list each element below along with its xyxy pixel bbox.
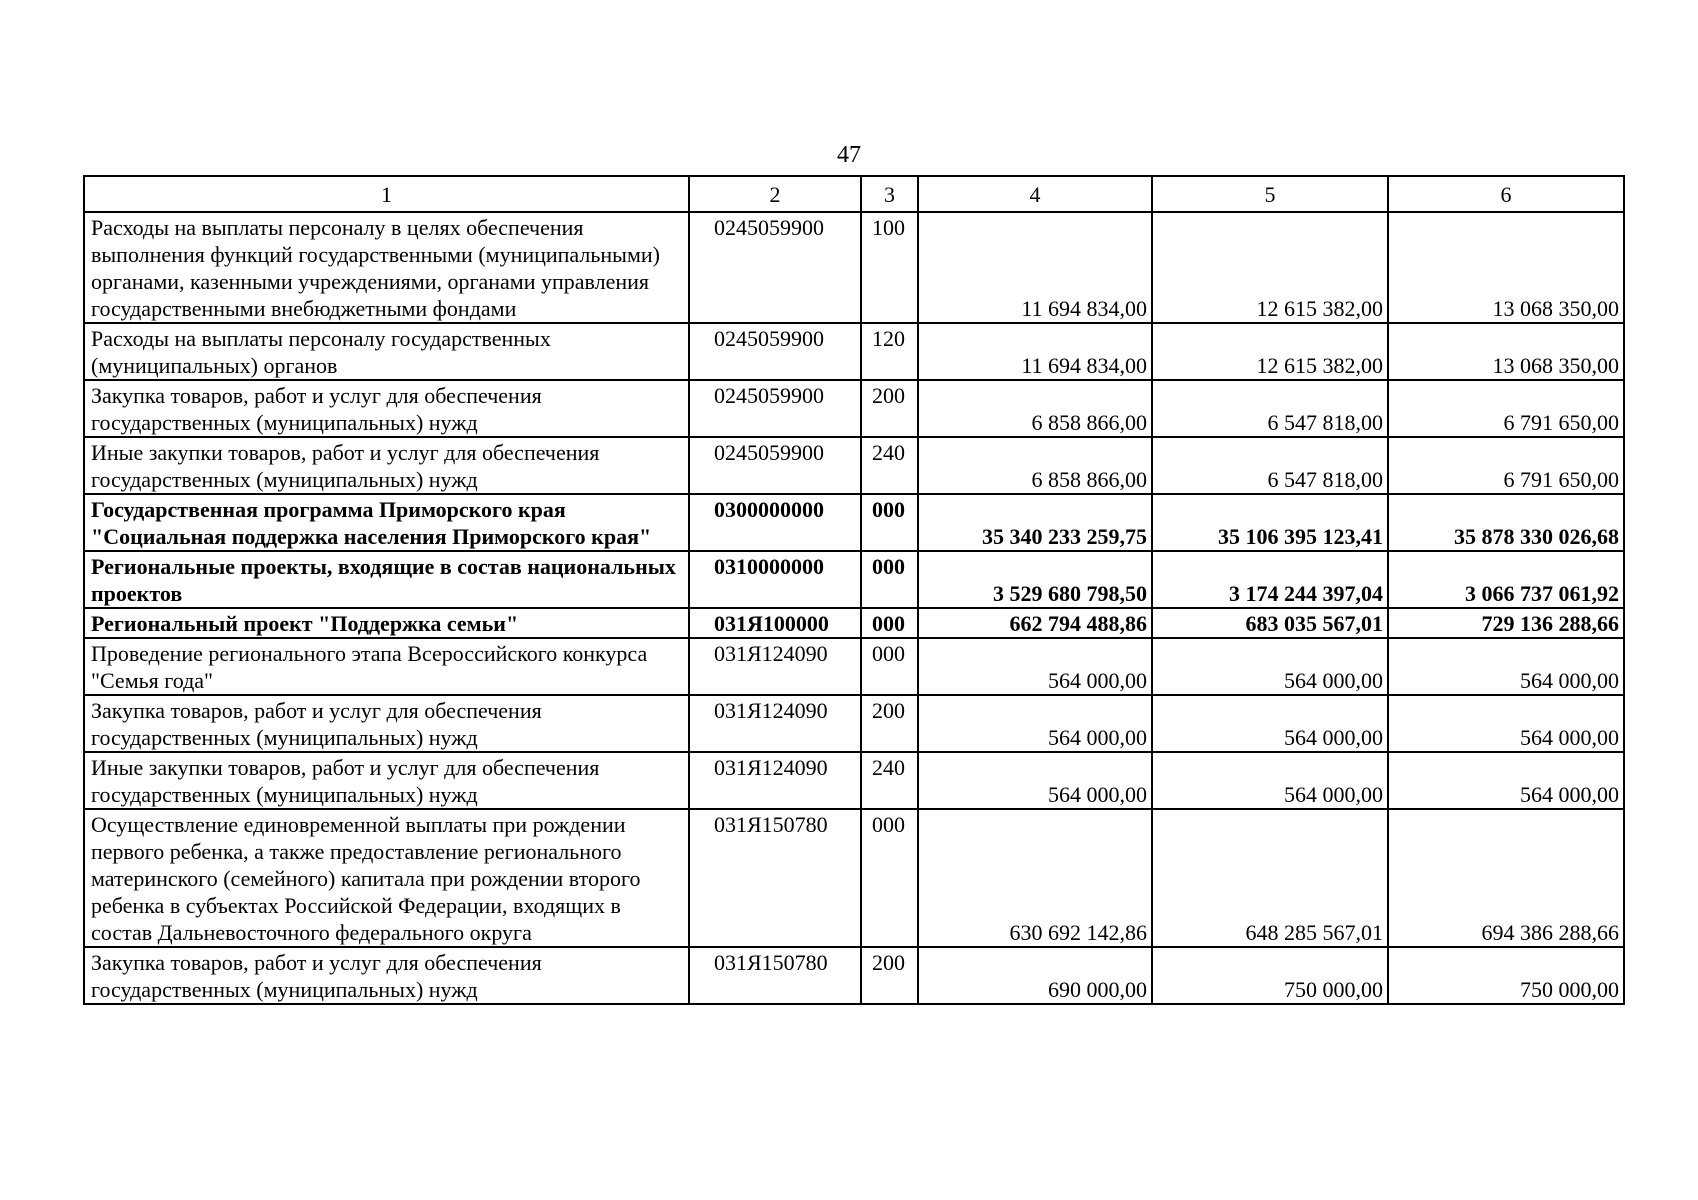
row-type-cell: 000 <box>861 494 918 551</box>
row-type-cell: 000 <box>861 551 918 608</box>
column-header-3: 3 <box>861 176 918 212</box>
row-type-cell: 200 <box>861 695 918 752</box>
row-value-cell-4: 6 858 866,00 <box>918 380 1152 437</box>
row-type-cell: 200 <box>861 947 918 1004</box>
table-row <box>84 212 1624 323</box>
table-row <box>84 323 1624 380</box>
row-name-cell: Иные закупки товаров, работ и услуг для обеспечения государственных (муниципальных) нужд <box>84 752 689 809</box>
row-name-cell: Осуществление единовременной выплаты при рождении первого ребенка, а также предоставление регионального материнского (семейного) капитала при рождении второго ребенка в субъектах Российской Федерации, входящих в состав Дальневосточного федерального округа <box>84 809 689 947</box>
row-value-cell-4: 11 694 834,00 <box>918 323 1152 380</box>
row-name-cell: Закупка товаров, работ и услуг для обеспечения государственных (муниципальных) нужд <box>84 947 689 1004</box>
row-value-cell-6: 13 068 350,00 <box>1388 323 1624 380</box>
row-name-cell: Региональные проекты, входящие в состав национальных проектов <box>84 551 689 608</box>
row-type-cell: 000 <box>861 809 918 947</box>
column-header-5: 5 <box>1152 176 1388 212</box>
row-code-cell: 0310000000 <box>689 551 861 608</box>
row-code-cell: 0245059900 <box>689 212 861 323</box>
table-row <box>84 638 1624 695</box>
row-value-cell-5: 564 000,00 <box>1152 752 1388 809</box>
table-row <box>84 695 1624 752</box>
row-value-cell-4: 690 000,00 <box>918 947 1152 1004</box>
row-code-cell: 031Я124090 <box>689 752 861 809</box>
row-value-cell-5: 750 000,00 <box>1152 947 1388 1004</box>
row-value-cell-6: 729 136 288,66 <box>1388 608 1624 638</box>
row-value-cell-5: 564 000,00 <box>1152 695 1388 752</box>
row-value-cell-5: 12 615 382,00 <box>1152 323 1388 380</box>
row-value-cell-4: 662 794 488,86 <box>918 608 1152 638</box>
row-value-cell-6: 564 000,00 <box>1388 638 1624 695</box>
column-header-2: 2 <box>689 176 861 212</box>
row-value-cell-5: 6 547 818,00 <box>1152 380 1388 437</box>
row-type-cell: 000 <box>861 608 918 638</box>
table-row <box>84 551 1624 608</box>
column-number-row <box>84 176 1624 212</box>
row-name-cell: Расходы на выплаты персоналу в целях обеспечения выполнения функций государственными (муниципальными) органами, казенными учреждениями, органами управления государственными внебюджетными фондами <box>84 212 689 323</box>
row-code-cell: 031Я150780 <box>689 947 861 1004</box>
row-value-cell-6: 750 000,00 <box>1388 947 1624 1004</box>
row-value-cell-6: 6 791 650,00 <box>1388 380 1624 437</box>
row-value-cell-5: 6 547 818,00 <box>1152 437 1388 494</box>
row-code-cell: 031Я124090 <box>689 638 861 695</box>
row-value-cell-6: 13 068 350,00 <box>1388 212 1624 323</box>
table-row <box>84 752 1624 809</box>
row-value-cell-4: 564 000,00 <box>918 638 1152 695</box>
table-row <box>84 437 1624 494</box>
row-type-cell: 240 <box>861 752 918 809</box>
column-header-4: 4 <box>918 176 1152 212</box>
budget-table <box>83 175 1625 1005</box>
row-value-cell-4: 564 000,00 <box>918 695 1152 752</box>
row-name-cell: Иные закупки товаров, работ и услуг для обеспечения государственных (муниципальных) нужд <box>84 437 689 494</box>
column-header-6: 6 <box>1388 176 1624 212</box>
row-value-cell-4: 630 692 142,86 <box>918 809 1152 947</box>
row-value-cell-5: 683 035 567,01 <box>1152 608 1388 638</box>
table-row <box>84 494 1624 551</box>
table-row <box>84 608 1624 638</box>
row-name-cell: Государственная программа Приморского края "Социальная поддержка населения Приморского края" <box>84 494 689 551</box>
column-header-1: 1 <box>84 176 689 212</box>
row-value-cell-5: 3 174 244 397,04 <box>1152 551 1388 608</box>
row-name-cell: Региональный проект "Поддержка семьи" <box>84 608 689 638</box>
table-body <box>84 176 1624 1004</box>
table-row <box>84 947 1624 1004</box>
row-name-cell: Проведение регионального этапа Всероссийского конкурса "Семья года" <box>84 638 689 695</box>
row-value-cell-4: 6 858 866,00 <box>918 437 1152 494</box>
row-name-cell: Закупка товаров, работ и услуг для обеспечения государственных (муниципальных) нужд <box>84 380 689 437</box>
row-value-cell-6: 6 791 650,00 <box>1388 437 1624 494</box>
row-value-cell-5: 564 000,00 <box>1152 638 1388 695</box>
row-value-cell-5: 35 106 395 123,41 <box>1152 494 1388 551</box>
row-type-cell: 100 <box>861 212 918 323</box>
row-value-cell-4: 3 529 680 798,50 <box>918 551 1152 608</box>
row-value-cell-6: 694 386 288,66 <box>1388 809 1624 947</box>
page-number: 47 <box>837 142 861 168</box>
row-type-cell: 000 <box>861 638 918 695</box>
row-value-cell-6: 564 000,00 <box>1388 695 1624 752</box>
row-value-cell-5: 648 285 567,01 <box>1152 809 1388 947</box>
table-row <box>84 809 1624 947</box>
row-type-cell: 120 <box>861 323 918 380</box>
row-code-cell: 0245059900 <box>689 380 861 437</box>
row-code-cell: 031Я150780 <box>689 809 861 947</box>
row-value-cell-4: 11 694 834,00 <box>918 212 1152 323</box>
row-value-cell-4: 35 340 233 259,75 <box>918 494 1152 551</box>
row-value-cell-4: 564 000,00 <box>918 752 1152 809</box>
row-code-cell: 031Я124090 <box>689 695 861 752</box>
row-name-cell: Расходы на выплаты персоналу государственных (муниципальных) органов <box>84 323 689 380</box>
row-value-cell-6: 35 878 330 026,68 <box>1388 494 1624 551</box>
row-code-cell: 0245059900 <box>689 437 861 494</box>
row-name-cell: Закупка товаров, работ и услуг для обеспечения государственных (муниципальных) нужд <box>84 695 689 752</box>
row-value-cell-6: 3 066 737 061,92 <box>1388 551 1624 608</box>
row-type-cell: 240 <box>861 437 918 494</box>
row-code-cell: 0300000000 <box>689 494 861 551</box>
row-type-cell: 200 <box>861 380 918 437</box>
row-value-cell-5: 12 615 382,00 <box>1152 212 1388 323</box>
table-row <box>84 380 1624 437</box>
row-code-cell: 031Я100000 <box>689 608 861 638</box>
row-code-cell: 0245059900 <box>689 323 861 380</box>
row-value-cell-6: 564 000,00 <box>1388 752 1624 809</box>
